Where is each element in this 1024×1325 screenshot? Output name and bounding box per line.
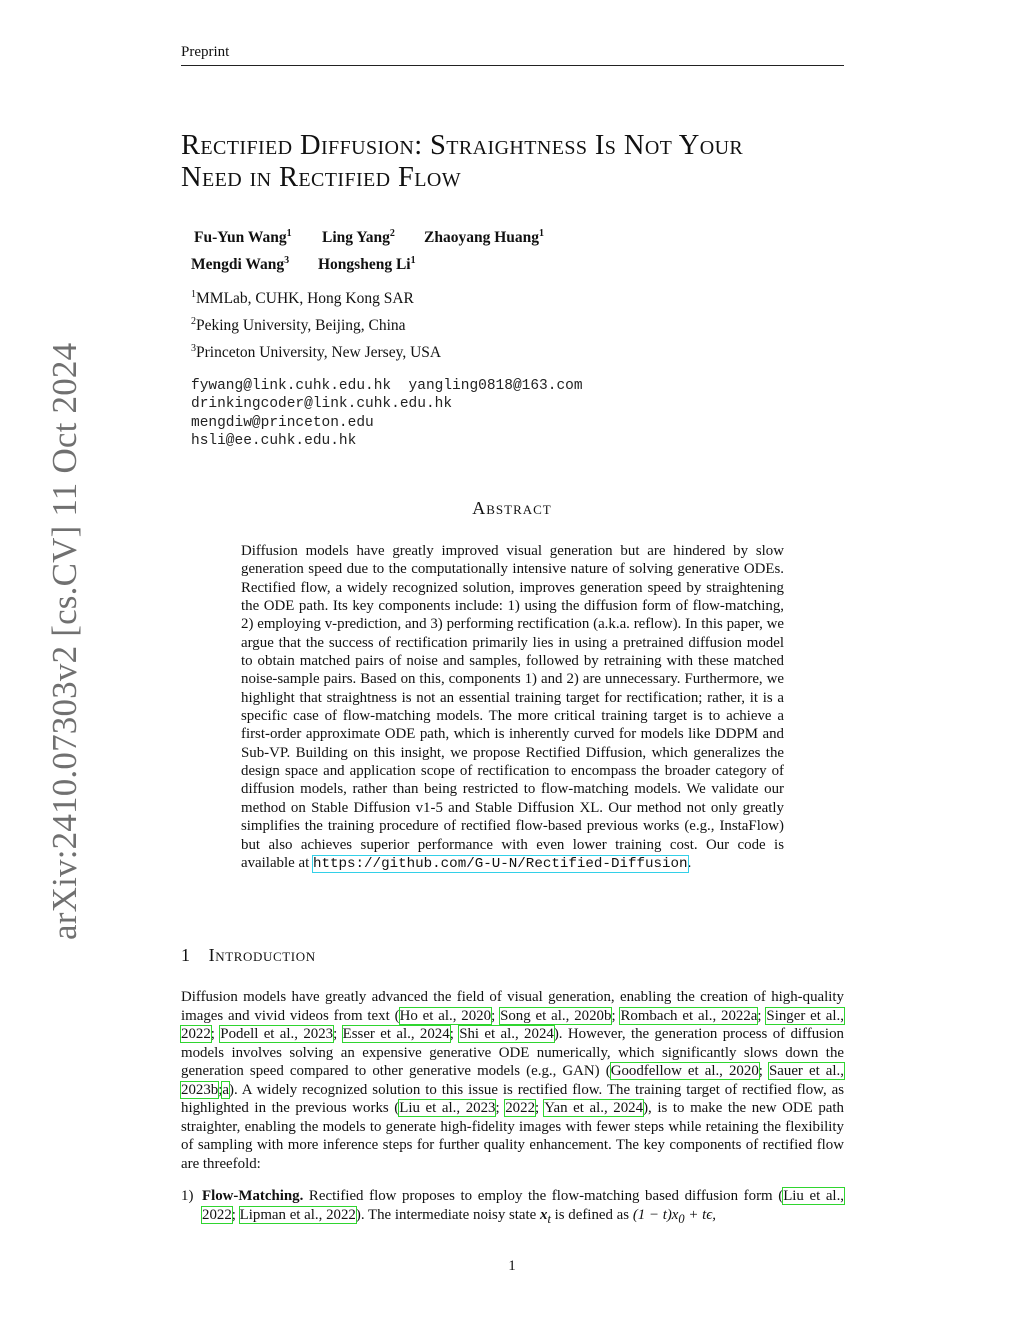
citation-link[interactable]: 2022 (505, 1100, 536, 1116)
title-line-2: Need in Rectified Flow (181, 162, 462, 193)
affiliation: $^3$Princeton University, New Jersey, USA (191, 343, 442, 362)
citation-link[interactable]: a (222, 1081, 229, 1098)
author: Ling Yang$^2$ (322, 228, 395, 247)
email-line: mengdiw@princeton.edu (191, 414, 374, 431)
author-emails (191, 377, 583, 450)
math-symbol: $x_t$ (540, 1206, 551, 1226)
introduction-paragraph: Diffusion models have greatly advanced the field of visual generation, enabling the creation of high-quality images and vivid videos from text (Ho et al., 2020; Song et al., 2020b; Rombach et al., 2022a; Singer et al., 2022; Podell et al., 2023; Esser et al., 2024; Shi et al., 2024). However, the generation process of diffusion models involves solving an expensive generative ODE numerically, which significantly slows down the generation speed compared to other generative models (e.g., GAN) (Goodfellow et al., 2020; Sauer et al., 2023b;a). A widely recognized solution to this issue is rectified flow. The training target of rectified flow, as highlighted in the previous works (Liu et al., 2023; 2022; Yan et al., 2024), is to make the new ODE path straighter, enabling the models to generate high-fidelity images with fewer steps while retaining the flexibility of sampling with more inference steps for further quality enhancement. The key components of rectified flow are threefold: (181, 989, 844, 1172)
email-line: fywang@link.cuhk.edu.hk yangling0818@163.com (191, 378, 583, 394)
email-line: drinkingcoder@link.cuhk.edu.hk (191, 396, 453, 413)
email-line: hsli@ee.cuhk.edu.hk (191, 432, 357, 449)
citation-link[interactable]: Liu et al., 2023 (399, 1100, 496, 1116)
code-repository-link[interactable]: https://github.com/G-U-N/Rectified-Diffusion (312, 855, 688, 872)
affiliation: $^2$Peking University, Beijing, China (191, 316, 406, 335)
author: Mengdi Wang$^3$ (191, 255, 290, 274)
paper-title (181, 130, 851, 194)
citation-link[interactable]: Shi et al., 2024 (459, 1026, 554, 1042)
author: Zhaoyang Huang$^1$ (424, 228, 545, 247)
header-rule (181, 65, 844, 66)
citation-link[interactable]: Song et al., 2020b (500, 1007, 612, 1024)
page-number: 1 (508, 1258, 516, 1274)
section-heading-introduction: 1 Introduction (181, 945, 316, 965)
list-item-flow-matching: 1) Flow-Matching. Rectified flow proposes to employ the flow-matching based diffusion form (Liu et al., 2022; Lipman et al., 2022). The intermediate noisy state $x_t$ is defined as $(1 - t)x_0 + t\epsilon$, (181, 1188, 845, 1226)
citation-link[interactable]: Sauer et al., 2023b (181, 1063, 844, 1098)
citation-link[interactable]: Goodfellow et al., 2020 (610, 1063, 759, 1079)
citation-link[interactable]: Yan et al., 2024 (544, 1100, 644, 1116)
abstract-heading: Abstract (472, 498, 552, 518)
citation-link[interactable]: Podell et al., 2023 (220, 1026, 334, 1042)
citation-link[interactable]: Rombach et al., 2022a (620, 1007, 758, 1024)
citation-link[interactable]: Liu et al., 2022 (202, 1188, 845, 1223)
citation-link[interactable]: Ho et al., 2020 (399, 1007, 492, 1024)
arxiv-identifier-stamp: arXiv:2410.07303v2 [cs.CV] 11 Oct 2024 (45, 342, 84, 940)
author: Hongsheng Li$^1$ (318, 255, 416, 274)
affiliation: $^1$MMLab, CUHK, Hong Kong SAR (191, 289, 414, 308)
abstract-text: Diffusion models have greatly improved visual generation but are hindered by slow generation speed due to the computationally intensive nature of solving generative ODEs. Rectified flow, a widely recognized solution, improves generation speed by straightening the ODE path. Its key components include: 1) using the diffusion form of flow-matching, 2) employing v-prediction, and 3) performing rectification (a.k.a. reflow). In this paper, we argue that the success of rectification primarily lies in using a pretrained diffusion model to obtain matched pairs of noise and samples, followed by retraining with these matched noise-sample pairs. Based on this, components 1) and 2) are unnecessary. Furthermore, we highlight that straightness is not an essential training target for rectification; rather, it is a specific case of flow-matching models. The more critical training target is to achieve a first-order approximate ODE path, which is inherently curved for models like DDPM and Sub-VP. Building on this insight, we propose Rectified Diffusion, which generalizes the design space and application scope of rectification to encompass the broader category of diffusion models, rather than being restricted to flow-matching models. We validate our method on Stable Diffusion v1-5 and Stable Diffusion XL. Our method not only greatly simplifies the training procedure of rectified flow-based previous works (e.g., InstaFlow) but also achieves superior performance with even lower training cost. Our code is available at https://github.com/G-U-N/Rectified-Diffusion. (241, 543, 784, 872)
author: Fu-Yun Wang$^1$ (194, 228, 292, 247)
running-header: Preprint (181, 44, 230, 60)
citation-link[interactable]: Esser et al., 2024 (342, 1026, 450, 1042)
citation-link[interactable]: Lipman et al., 2022 (239, 1206, 356, 1223)
citation-link[interactable]: Singer et al., 2022 (181, 1007, 844, 1042)
math-expression: $(1 - t)x_0 + t\epsilon$, (632, 1206, 716, 1226)
title-line-1: Rectified Diffusion: Straightness Is Not Your (181, 130, 744, 161)
